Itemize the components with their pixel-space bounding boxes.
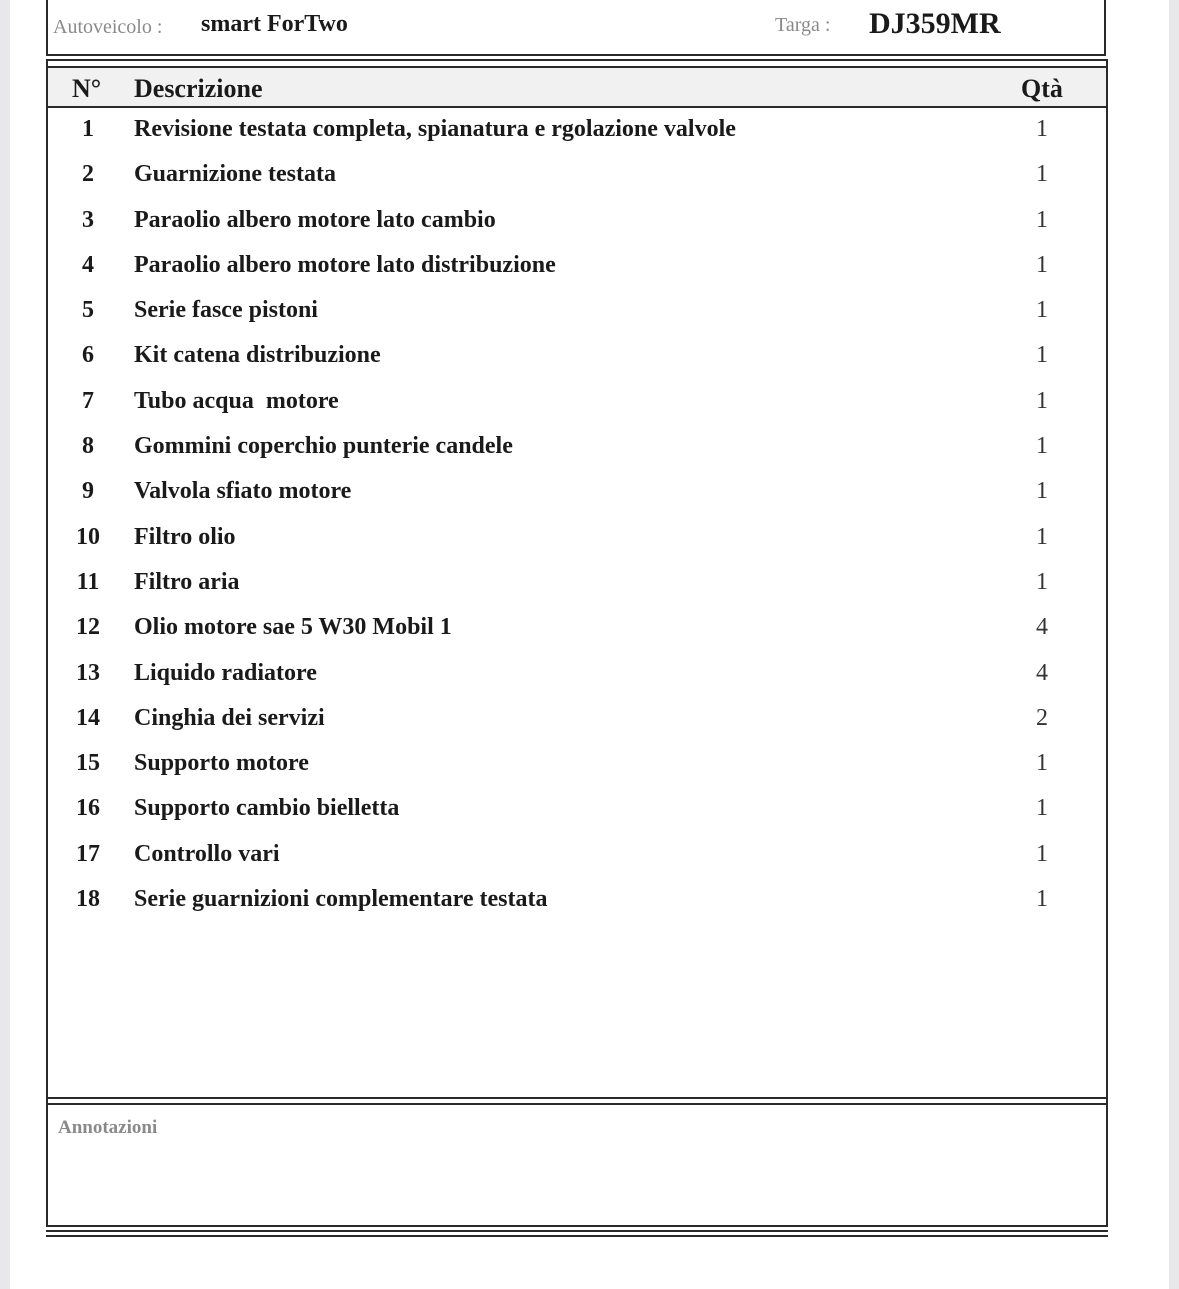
row-quantity: 1 — [1036, 568, 1048, 595]
row-quantity: 1 — [1036, 750, 1048, 777]
row-number: 18 — [76, 886, 100, 913]
row-number: 2 — [82, 161, 94, 188]
row-quantity: 1 — [1036, 840, 1048, 867]
row-description: Paraolio albero motore lato distribuzione — [134, 251, 556, 278]
row-quantity: 1 — [1036, 523, 1048, 550]
divider — [46, 1230, 1108, 1232]
row-description: Tubo acqua motore — [134, 387, 339, 414]
row-number: 13 — [76, 659, 100, 686]
row-quantity: 1 — [1036, 342, 1048, 369]
vehicle-header — [46, 0, 1106, 56]
row-quantity: 1 — [1036, 116, 1048, 142]
row-quantity: 1 — [1036, 795, 1048, 822]
table-row — [48, 789, 1106, 834]
divider — [46, 1235, 1108, 1237]
table-row — [48, 744, 1106, 789]
column-quantity: Qtà — [1021, 74, 1063, 103]
table-row — [48, 699, 1106, 744]
row-number: 16 — [76, 795, 100, 822]
row-number: 17 — [76, 840, 100, 867]
row-quantity: 1 — [1036, 387, 1048, 414]
row-description: Supporto cambio bielletta — [134, 795, 400, 822]
document-page — [10, 0, 1169, 1289]
row-number: 8 — [82, 433, 94, 460]
row-description: Paraolio albero motore lato cambio — [134, 206, 496, 233]
parts-table — [46, 59, 1108, 1105]
row-quantity: 1 — [1036, 251, 1048, 278]
row-number: 10 — [76, 523, 100, 550]
table-row — [48, 608, 1106, 653]
table-row — [48, 518, 1106, 563]
table-body — [48, 110, 1106, 925]
row-number: 5 — [82, 297, 94, 324]
row-description: Supporto motore — [134, 750, 309, 777]
row-description: Gommini coperchio punterie candele — [134, 433, 513, 460]
divider — [46, 1097, 1108, 1099]
table-row — [48, 336, 1106, 381]
row-number: 4 — [82, 251, 94, 278]
table-row — [48, 654, 1106, 699]
row-quantity: 1 — [1036, 433, 1048, 460]
table-row — [48, 835, 1106, 880]
row-number: 6 — [82, 342, 94, 369]
row-description: Revisione testata completa, spianatura e rgolazione valvole — [134, 116, 736, 142]
row-description: Filtro aria — [134, 568, 240, 595]
column-number: N° — [72, 74, 102, 103]
table-row — [48, 382, 1106, 427]
row-number: 15 — [76, 750, 100, 777]
table-header — [48, 66, 1106, 108]
row-number: 11 — [76, 568, 100, 595]
table-row — [48, 880, 1106, 925]
row-number: 1 — [82, 116, 94, 142]
row-description: Olio motore sae 5 W30 Mobil 1 — [134, 614, 452, 641]
row-number: 7 — [82, 387, 94, 414]
row-description: Liquido radiatore — [134, 659, 317, 686]
row-number: 3 — [82, 206, 94, 233]
row-quantity: 4 — [1036, 659, 1048, 686]
vehicle-value: smart ForTwo — [201, 11, 348, 37]
row-quantity: 1 — [1036, 886, 1048, 913]
table-row — [48, 563, 1106, 608]
row-quantity: 1 — [1036, 478, 1048, 505]
row-description: Guarnizione testata — [134, 161, 336, 188]
column-description: Descrizione — [134, 74, 263, 103]
row-quantity: 2 — [1036, 704, 1048, 731]
row-description: Controllo vari — [134, 840, 280, 867]
notes-box — [46, 1103, 1108, 1227]
row-number: 9 — [82, 478, 94, 505]
row-number: 12 — [76, 614, 100, 641]
row-description: Cinghia dei servizi — [134, 704, 325, 731]
row-quantity: 1 — [1036, 161, 1048, 188]
row-description: Serie fasce pistoni — [134, 297, 318, 324]
table-row — [48, 427, 1106, 472]
notes-label: Annotazioni — [58, 1117, 158, 1138]
row-description: Filtro olio — [134, 523, 236, 550]
row-quantity: 1 — [1036, 297, 1048, 324]
plate-value: DJ359MR — [869, 7, 1001, 40]
row-description: Kit catena distribuzione — [134, 342, 381, 369]
vehicle-label: Autoveicolo : — [53, 16, 163, 38]
table-row — [48, 155, 1106, 200]
row-quantity: 4 — [1036, 614, 1048, 641]
row-quantity: 1 — [1036, 206, 1048, 233]
row-description: Valvola sfiato motore — [134, 478, 352, 505]
row-description: Serie guarnizioni complementare testata — [134, 886, 548, 913]
table-row — [48, 201, 1106, 246]
table-row — [48, 472, 1106, 517]
table-row — [48, 110, 1106, 155]
plate-label: Targa : — [775, 14, 831, 36]
table-row — [48, 246, 1106, 291]
table-row — [48, 291, 1106, 336]
row-number: 14 — [76, 704, 100, 731]
